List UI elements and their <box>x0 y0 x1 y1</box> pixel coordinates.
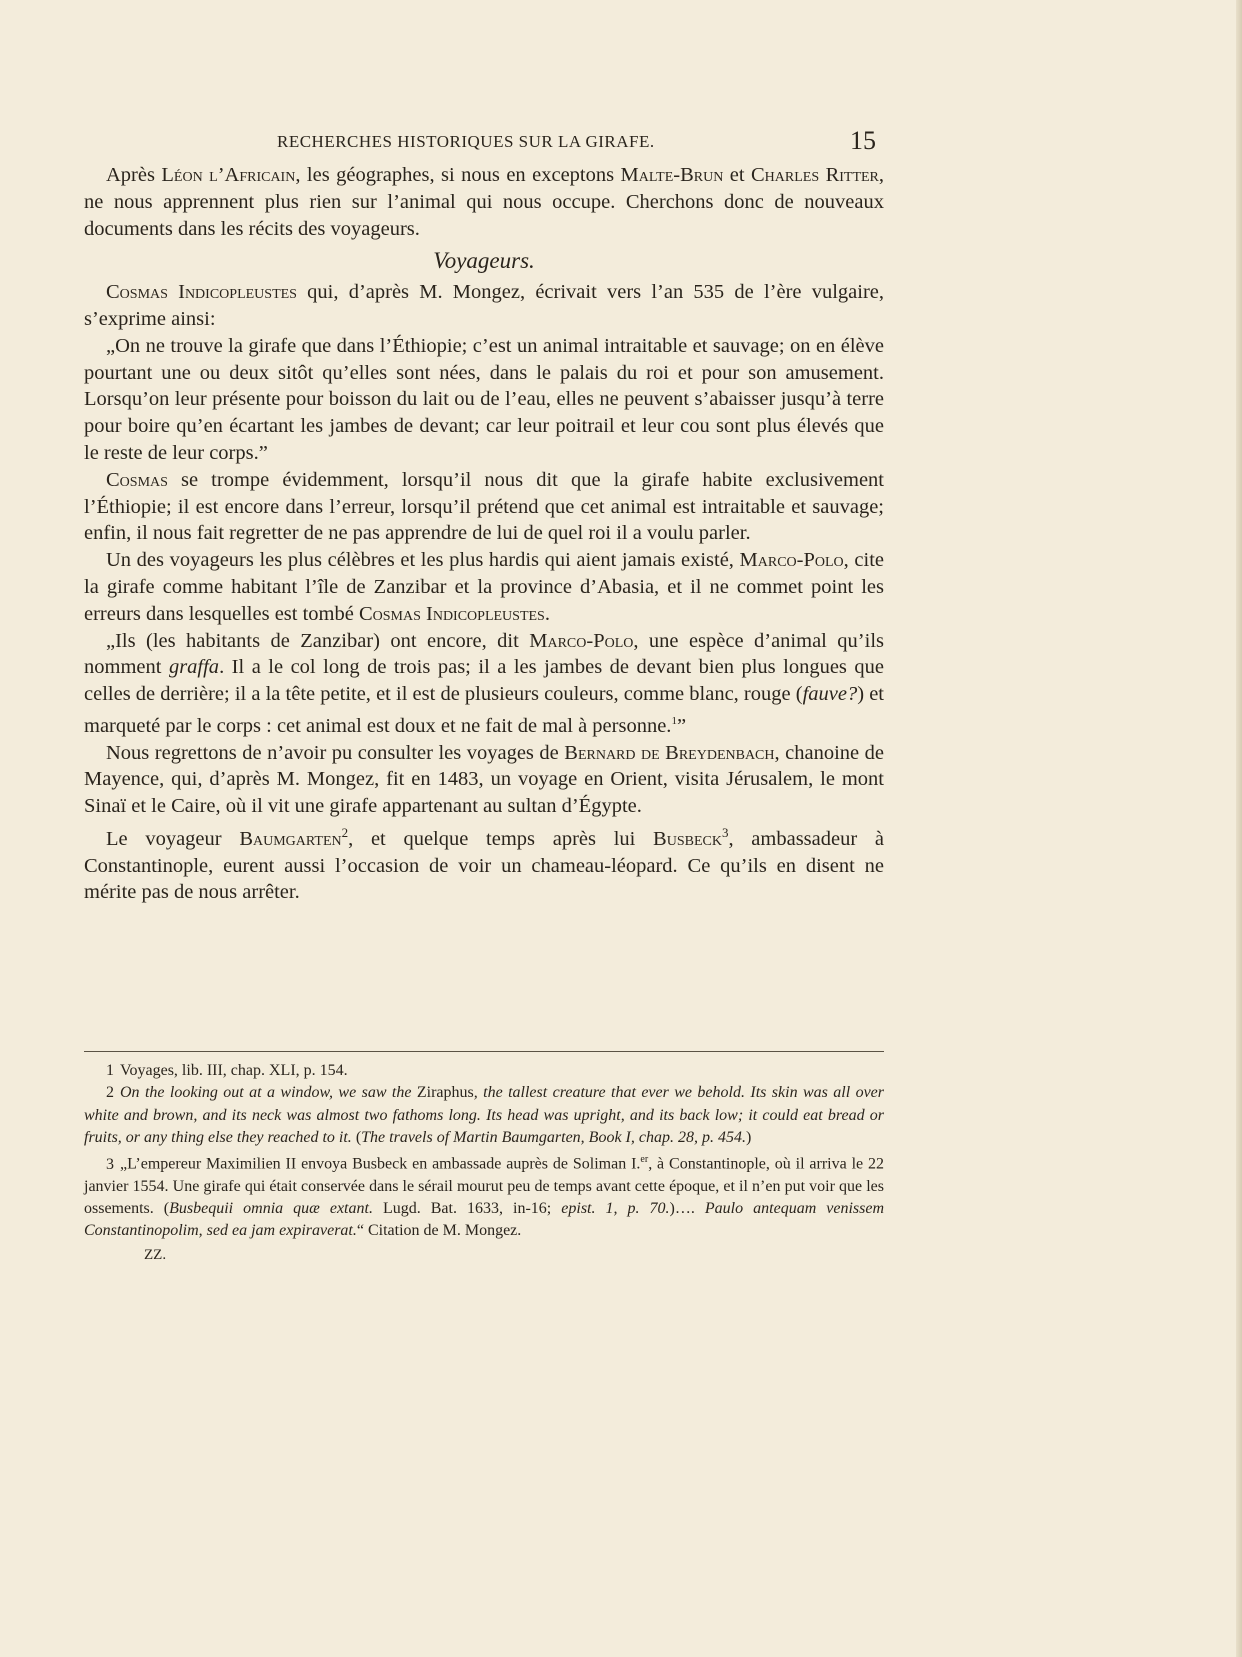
page-number: 15 <box>850 126 876 155</box>
person-name: Baumgarten <box>239 827 342 850</box>
footnote-number: 1 <box>106 1062 114 1079</box>
footnote-ref[interactable]: 1 <box>671 714 677 727</box>
person-name: Cosmas Indicopleustes <box>106 281 297 304</box>
person-name: Malte-Brun <box>620 164 724 186</box>
person-name: Busbeck <box>653 827 722 850</box>
section-heading: Voyageurs. <box>433 248 535 274</box>
footnote-number: 3 <box>106 1155 114 1173</box>
text-run: Nous regrettons de n’avoir pu consulter les voyages de <box>106 741 565 764</box>
footnote-citation: Busbequii omnia quæ extant. <box>169 1200 373 1218</box>
footnote <box>84 1149 884 1243</box>
signature-mark: ZZ. <box>144 1246 167 1263</box>
paragraph <box>84 467 884 547</box>
person-name: Charles Ritter <box>751 164 879 186</box>
italic-term: fauve? <box>802 683 858 706</box>
footnote-rule <box>84 1051 884 1052</box>
footnote-text: “ Citation de M. Mongez. <box>356 1222 522 1240</box>
paragraph <box>84 820 884 906</box>
text-run: qui, d’après M. Mongez, écrivait vers l’an 535 de l’ère vulgaire, s’exprime ainsi: <box>84 281 884 330</box>
text-run: se trompe évidemment, lorsqu’il nous dit que la girafe habite exclusivement l’Éthiopie; il est encore dans l’erreur, lorsqu’il prétend que cet animal est intraitable et sauvage; enfin, il nous fait regretter de ne pas apprendre de lui de quel roi il a voulu parler. <box>84 468 884 545</box>
text-run: , une espèce d’animal qu’ils nomment <box>84 629 884 679</box>
footnote-text: „L’empereur Maximilien II envoya Busbeck en ambassade auprès de Soliman I. <box>120 1155 641 1173</box>
italic-term: graffa <box>168 656 220 679</box>
footnote <box>84 1060 884 1082</box>
footnote-text: ) <box>745 1128 752 1146</box>
person-name: Cosmas Indicopleustes <box>358 602 545 625</box>
footnote-ref[interactable]: 3 <box>721 824 729 840</box>
footnote-text: ( <box>351 1128 362 1146</box>
quotation-paragraph: „On ne trouve la girafe que dans l’Éthiopie; c’est un animal intraitable et sauvage; on en élève pourtant une ou deux sitôt qu’elles sont nées, dans le palais du roi et pour son amusement. Lorsqu’on leur présente pour boisson du lait ou de l’eau, elles ne peuvent s’abaisser jusqu’à terre pour boire qu’en écartant les jambes de devant; car leur poitrail et leur cou sont plus élevés que le reste de leur corps.” <box>84 334 884 464</box>
superscript: er <box>640 1154 649 1166</box>
text-run: ” <box>676 714 687 737</box>
text-run: . Il a le col long de trois pas; il a les jambes de devant bien plus longues que celles de derrière; il a la tête petite, et il est de plusieurs couleurs, comme blanc, rouge ( <box>84 656 884 706</box>
text-run: Un des voyageurs les plus célèbres et les plus hardis qui aient jamais existé, <box>106 549 740 572</box>
paragraph <box>84 162 884 242</box>
main-text <box>84 162 884 906</box>
paragraph <box>84 279 884 333</box>
footnote-text: Ziraphus <box>416 1084 474 1102</box>
page-edge <box>1236 0 1242 1657</box>
paragraph <box>84 547 884 627</box>
text-run: , et quelque temps après lui <box>348 827 654 850</box>
footnote-number: 2 <box>106 1084 114 1102</box>
footnote <box>84 1082 884 1149</box>
text-run: . <box>544 602 550 625</box>
footnote-text: On the looking out at a window, we saw the <box>120 1084 417 1102</box>
footnote-citation: The travels of Martin Baumgarten, Book I, chap. 28, p. 454. <box>361 1128 746 1146</box>
footnotes <box>84 1060 884 1266</box>
footnote-text: , à Constantinople, où il arriva le 22 janvier 1554. Une girafe qui était conservée dans le sérail mourut peu de temps avant cette époque, et il n’en put voir que les ossements. ( <box>84 1155 885 1218</box>
page-header <box>0 128 1242 156</box>
text-run: Le voyageur <box>106 827 240 850</box>
text-run: et <box>723 164 751 186</box>
text-run: , les géographes, si nous en exceptons <box>295 164 621 186</box>
text-run: , ambassadeur à Constantinople, eurent aussi l’occasion de voir un chameau-léopard. Ce qu’ils en disent ne mérite pas de nous arrêter. <box>84 827 884 904</box>
quotation-paragraph <box>84 628 884 740</box>
person-name: Bernard de Breydenbach <box>564 741 775 764</box>
footnote-text: Lugd. Bat. 1633, in-16; <box>372 1200 562 1218</box>
footnote-citation: epist. 1, p. 70. <box>561 1200 670 1218</box>
text-run: , cite la girafe comme habitant l’île de Zanzibar et la province d’Abasia, et il ne commet point les erreurs dans lesquelles est tombé <box>84 549 884 625</box>
text-run: „Ils (les habitants de Zanzibar) ont encore, dit <box>106 629 530 652</box>
running-head: RECHERCHES HISTORIQUES SUR LA GIRAFE. <box>277 132 655 151</box>
footnote-citation: Paulo antequam venissem Constantinopolim, sed ea jam expiraverat. <box>84 1200 885 1240</box>
text-run: Après <box>106 164 162 186</box>
text-run: , chanoine de Mayence, qui, d’après M. Mongez, fit en 1483, un voyage en Orient, visita Jérusalem, le mont Sinaï et le Caire, où il vit une girafe appartenant au sultan d’Égypte. <box>84 741 884 818</box>
footnote-text: Voyages, lib. III, chap. XLI, p. 154. <box>120 1062 348 1079</box>
footnote-text: )…. <box>669 1200 705 1218</box>
person-name: Marco-Polo <box>739 549 844 572</box>
text-run: ) et marqueté par le corps : cet animal est doux et ne fait de mal à personne. <box>84 683 884 737</box>
footnote-ref[interactable]: 2 <box>341 824 349 840</box>
paragraph <box>84 740 884 820</box>
footnote-text: , the tallest creature that ever we behold. Its skin was all over white and brown, and its neck was almost two fathoms long. Its head was upright, and its back low; it could eat bread or fruits, or any thing else they reached to it. <box>84 1084 884 1146</box>
person-name: Cosmas <box>106 468 168 491</box>
person-name: Léon l’Africain <box>161 164 296 186</box>
text-run: , ne nous apprennent plus rien sur l’animal qui nous occupe. Cherchons donc de nouveaux documents dans les récits des voyageurs. <box>84 164 885 240</box>
person-name: Marco-Polo <box>529 629 634 652</box>
